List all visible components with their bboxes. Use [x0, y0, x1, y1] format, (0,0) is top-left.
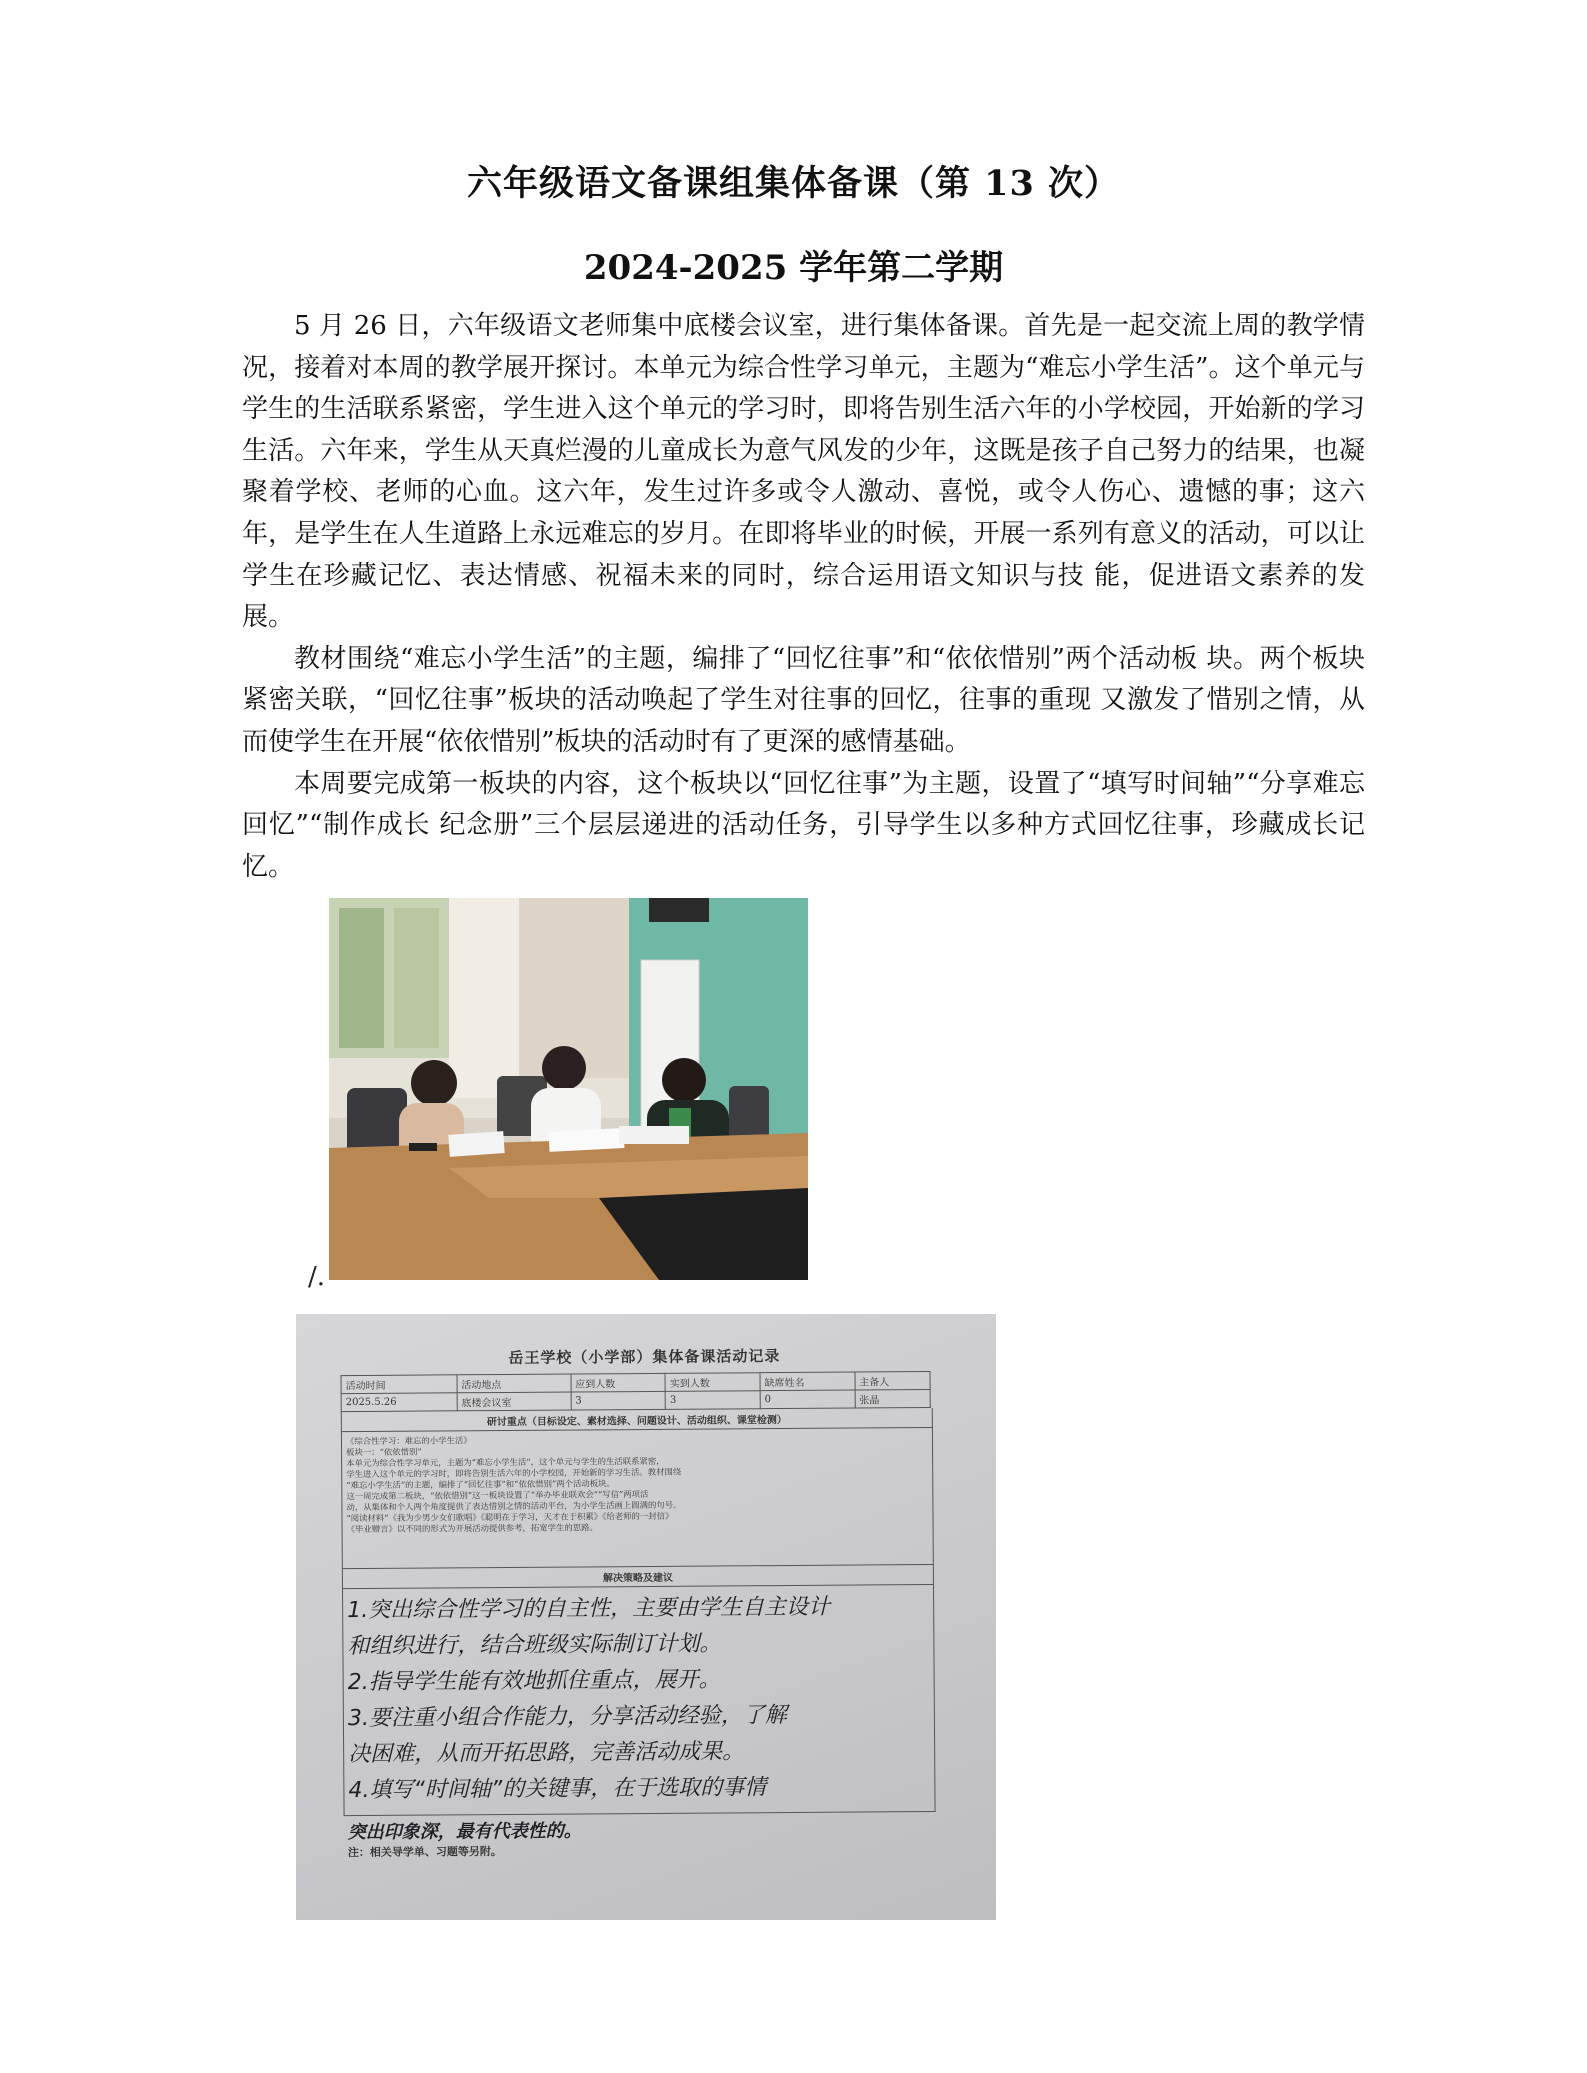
record-note-text: 注：相关导学单、习题等另附。	[347, 1845, 502, 1860]
header-cell: 应到人数	[571, 1373, 666, 1392]
body-text	[242, 306, 1365, 888]
handwriting-last-line: 突出印象深，最有代表性的。	[347, 1820, 582, 1844]
header-cell: 缺席姓名	[760, 1372, 855, 1391]
handwriting-line: 2.指导学生能有效地抓住重点，展开。	[347, 1667, 721, 1696]
content-line: 板块一：“依依惜别”	[346, 1446, 422, 1458]
content-line: “阅读材料”《我为少男少女们歌唱》《聪明在于学习，天才在于积累》《给老师的一封信》	[346, 1510, 674, 1524]
paragraph-1: 5 月 26 日，六年级语文老师集中底楼会议室，进行集体备课。首先是一起交流上周的教学情况，接着对本周的教学展开探讨。本单元为综合性学习单元，主题为“难忘小学生活”。这个单元与学生的生活联系紧密，学生进入这个单元的学习时，即将告别生活六年的小学校园，开始新的学习生活。六年来，学生从天真烂漫的儿童成长为意气风发的少年，这既是孩子自己努力的结果，也凝 聚着学校、老师的心血。这六年，发生过许多或令人激动、喜悦，或令人伤心、遗憾的事；这六年，是学生在人生道路上永远难忘的岁月。在即将毕业的时候，开展一系列有意义的活动，可以让学生在珍藏记忆、表达情感、祝福未来的同时，综合运用语文知识与技 能，促进语文素养的发展。	[242, 311, 1365, 633]
content-line: 本单元为综合性学习单元，主题为“难忘小学生活”，这个单元与学生的生活联系紧密，	[346, 1455, 665, 1469]
value-cell: 3	[665, 1391, 760, 1410]
paragraph-2: 教材围绕“难忘小学生活”的主题，编排了“回忆往事”和“依依惜别”两个活动板 块。两个板块紧密关联，“回忆往事”板块的活动唤起了学生对往事的回忆，往事的重现 又激发了惜别之情，从而使学生在开展“依依惜别”板块的活动时有了更深的感情基础。	[242, 643, 1365, 757]
handwriting-line: 4.填写“时间轴”的关键事，在于选取的事情	[348, 1775, 767, 1804]
handwriting-line: 决困难，从而开拓思路，完善活动成果。	[348, 1739, 745, 1768]
value-cell: 张晶	[855, 1390, 931, 1409]
content-line: 动，从集体和个人两个角度提供了表达惜别之情的活动平台，为小学生活画上圆满的句号。	[346, 1499, 682, 1513]
header-cell: 活动时间	[341, 1375, 457, 1394]
content-line: 学生进入这个单元的学习时，即将告别生活六年的小学校园，开始新的学习生活。教材围绕	[346, 1466, 682, 1480]
handwriting-line: 和组织进行，结合班级实际制订计划。	[347, 1631, 722, 1660]
record-solution-header: 解决策略及建议	[342, 1565, 934, 1589]
value-cell: 2025.5.26	[341, 1393, 457, 1412]
record-photo	[296, 1314, 996, 1920]
header-cell: 活动地点	[457, 1374, 571, 1393]
content-line: 《综合性学习：难忘的小学生活》	[345, 1435, 472, 1447]
record-title: 岳王学校（小学部）集体备课活动记录	[508, 1347, 781, 1367]
record-note	[348, 1814, 962, 1860]
value-cell: 0	[760, 1390, 855, 1409]
page-subtitle: 2024-2025 学年第二学期	[583, 248, 1004, 288]
value-cell: 3	[571, 1391, 666, 1410]
handwriting-line: 1.突出综合性学习的自主性，主要由学生自主设计	[347, 1594, 831, 1624]
record-content	[341, 1428, 934, 1569]
record-handwriting	[342, 1585, 936, 1816]
meeting-photo-illustration	[329, 898, 808, 1280]
value-cell: 底楼会议室	[457, 1392, 571, 1411]
meeting-photo	[329, 898, 808, 1280]
handwriting-line: 3.要注重小组合作能力，分享活动经验，了解	[347, 1703, 787, 1732]
record-sheet	[330, 1326, 962, 1860]
content-line: 这一周完成第二板块，“依依惜别”这一板块设置了“举办毕业联欢会”“写信”两项活	[346, 1488, 649, 1502]
content-line: “难忘小学生活”的主题，编排了“回忆往事”和“依依惜别”两个活动板块。	[346, 1478, 615, 1491]
record-topic-header: 研讨重点（目标设定、素材选择、问题设计、活动组织、课堂检测）	[341, 1408, 933, 1432]
paragraph-3: 本周要完成第一板块的内容，这个板块以“回忆往事”为主题，设置了“填写时间轴”“分享难忘回忆”“制作成长 纪念册”三个层层递进的活动任务，引导学生以多种方式回忆往事，珍藏成长记忆。	[242, 768, 1365, 882]
page-title: 六年级语文备课组集体备课（第 13 次）	[466, 163, 1121, 204]
header-cell: 实到人数	[665, 1373, 760, 1392]
header-cell: 主备人	[855, 1372, 931, 1391]
stray-mark: /.	[308, 1262, 326, 1292]
record-info-table	[341, 1371, 931, 1412]
content-line: 《毕业赠言》以不同的形式为开展活动提供参考，拓宽学生的思路。	[346, 1522, 598, 1535]
